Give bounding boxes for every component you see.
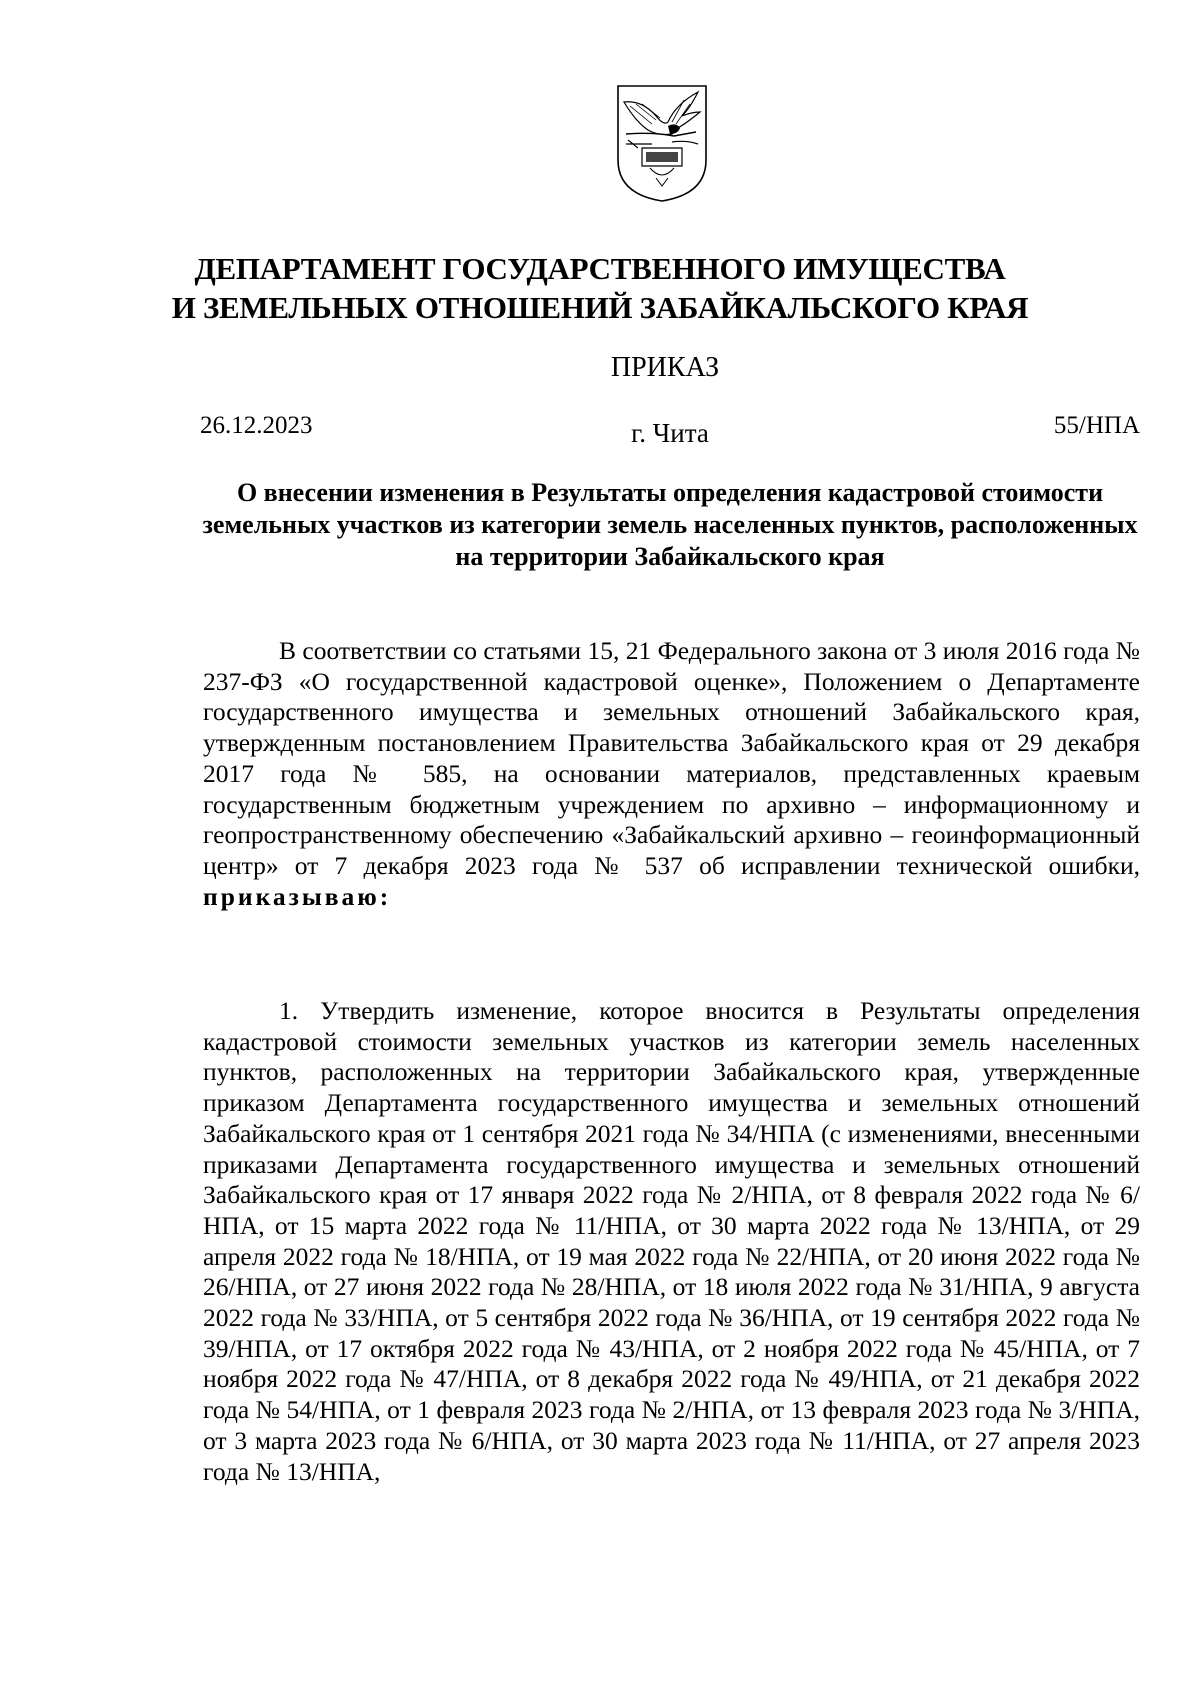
department-heading [120, 249, 1080, 327]
document-subject: О внесении изменения в Результаты определения кадастровой стоимости земельных участков из категории земель населенных пунктов, расположенных на территории Забайкальского края [202, 478, 1138, 571]
order-verb: приказываю: [203, 881, 392, 911]
document-date: 26.12.2023 [200, 412, 313, 439]
body-paragraph-2 [203, 996, 1140, 1487]
department-line-2: И ЗЕМЕЛЬНЫХ ОТНОШЕНИЙ ЗАБАЙКАЛЬСКОГО КРАЯ [171, 290, 1029, 325]
zabaikalsky-krai-coat-of-arms-icon [612, 82, 712, 204]
document-type: ПРИКАЗ [610, 352, 720, 383]
paragraph-1-text: В соответствии со статьями 15, 21 Федерального закона от 3 июля 2016 года № 237-ФЗ «О государственной кадастровой оценке», Положением о Департаменте государственного имущества и земельных отношений Забайкальского края, утвержденным постановлением Правительства Забайкальского края от 29 декабря 2017 года № 585, на основании материалов, представленных краевым государственным бюджетным учреждением по архивно – информационному и геопространственному обеспечению «Забайкальский архивно – геоинформационный центр» от 7 декабря 2023 года № 537 об исправлении технической ошибки, [203, 636, 1140, 880]
department-line-1: ДЕПАРТАМЕНТ ГОСУДАРСТВЕННОГО ИМУЩЕСТВА [194, 251, 1006, 286]
document-meta [200, 412, 1140, 446]
document-number: 55/НПА [1053, 412, 1140, 439]
body-paragraph-1 [203, 636, 1140, 912]
document-city: г. Чита [631, 418, 709, 448]
paragraph-2-text: 1. Утвердить изменение, которое вносится в Результаты определения кадастровой стоимости земельных участков из категории земель населенных пунктов, расположенных на территории Забайкальского края, утвержденные приказом Департамента государственного имущества и земельных отношений Забайкальского края от 1 сентября 2021 года № 34/НПА (с изменениями, внесенными приказами Департамента государственного имущества и земельных отношений Забайкальского края от 17 января 2022 года № 2/НПА, от 8 февраля 2022 года № 6/НПА, от 15 марта 2022 года № 11/НПА, от 30 марта 2022 года № 13/НПА, от 29 апреля 2022 года № 18/НПА, от 19 мая 2022 года № 22/НПА, от 20 июня 2022 года № 26/НПА, от 27 июня 2022 года № 28/НПА, от 18 июля 2022 года № 31/НПА, 9 августа 2022 года № 33/НПА, от 5 сентября 2022 года № 36/НПА, от 19 сентября 2022 года № 39/НПА, от 17 октября 2022 года № 43/НПА, от 2 ноября 2022 года № 45/НПА, от 7 ноября 2022 года № 47/НПА, от 8 декабря 2022 года № 49/НПА, от 21 декабря 2022 года № 54/НПА, от 1 февраля 2023 года № 2/НПА, от 13 февраля 2023 года № 3/НПА, от 3 марта 2023 года № 6/НПА, от 30 марта 2023 года № 11/НПА, от 27 апреля 2023 года № 13/НПА, [203, 996, 1140, 1486]
